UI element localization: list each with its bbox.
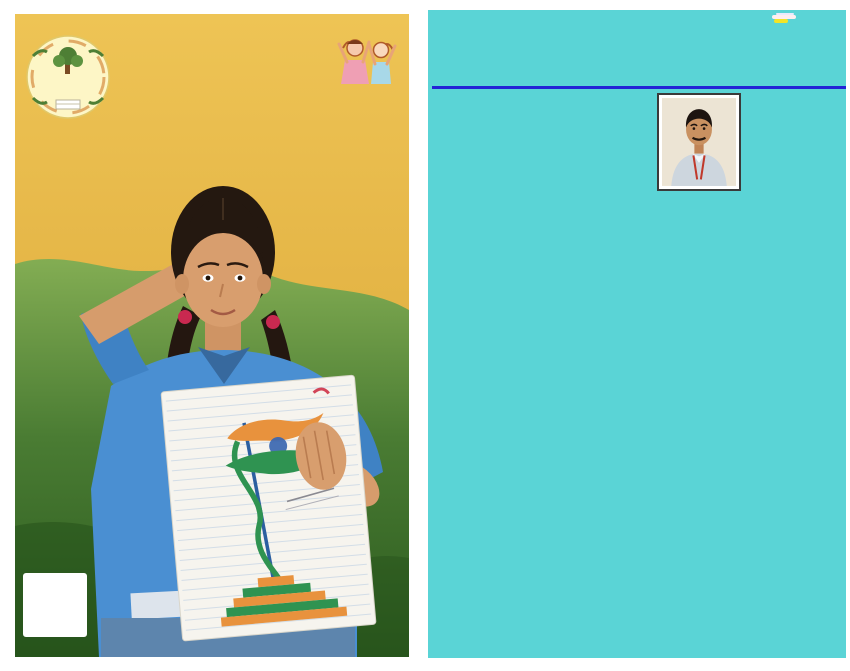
- poem2-column: [656, 250, 840, 256]
- magazine-page: [428, 10, 846, 658]
- magazine-cover: [15, 14, 409, 657]
- author-block: [624, 93, 774, 199]
- cover-title-block: [103, 56, 347, 60]
- header-period: [774, 19, 788, 23]
- author-portrait-illustration: [662, 98, 736, 186]
- education-dept-logo: [25, 34, 111, 120]
- header-rule: [432, 86, 846, 89]
- qr-code: [23, 573, 87, 637]
- page-header-badge: [772, 13, 796, 23]
- nipun-bihar-logo: [331, 34, 405, 90]
- author-photo: [657, 93, 741, 191]
- children-icon: [335, 34, 401, 86]
